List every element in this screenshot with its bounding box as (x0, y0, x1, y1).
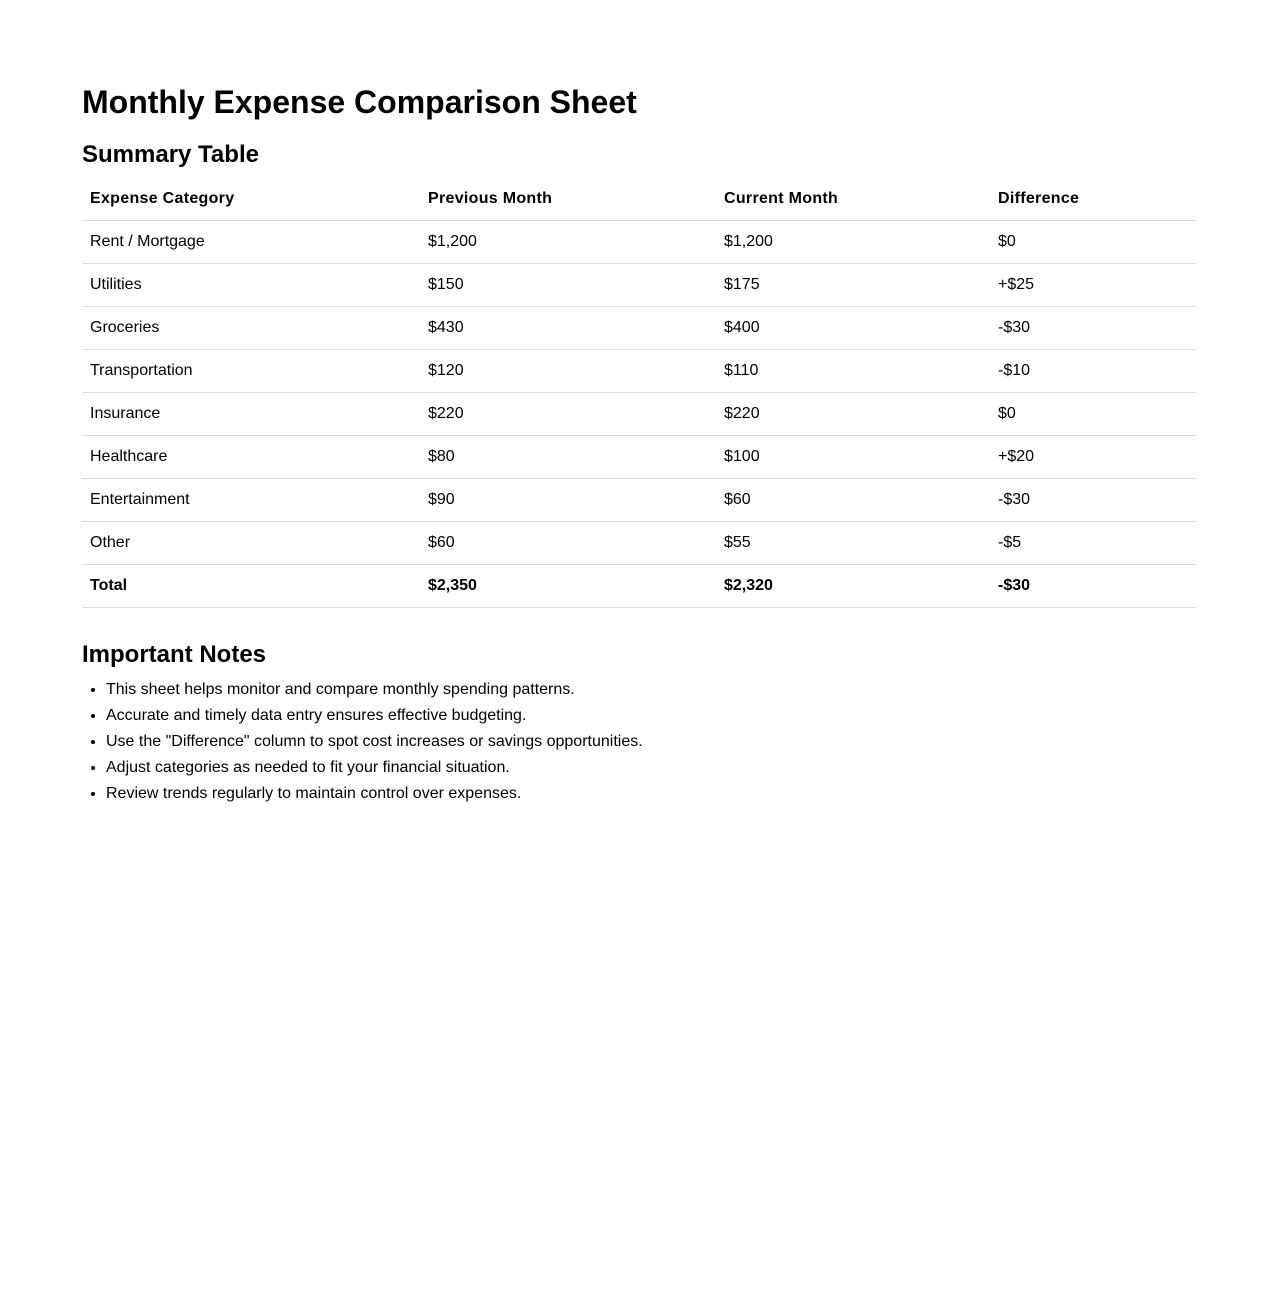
table-row (82, 393, 1196, 436)
cell-category: Other (82, 522, 420, 565)
cell-difference: -$30 (990, 307, 1196, 350)
cell-current: $400 (716, 307, 990, 350)
table-row (82, 221, 1196, 264)
cell-category: Entertainment (82, 479, 420, 522)
table-row (82, 479, 1196, 522)
list-item: • Adjust categories as needed to fit your financial situation. (106, 755, 1106, 781)
total-label: Total (82, 565, 420, 608)
total-current: $2,320 (716, 565, 990, 608)
cell-difference: $0 (990, 221, 1196, 264)
cell-previous: $60 (420, 522, 716, 565)
cell-category: Rent / Mortgage (82, 221, 420, 264)
cell-category: Transportation (82, 350, 420, 393)
page-title: Monthly Expense Comparison Sheet (82, 84, 637, 120)
cell-previous: $150 (420, 264, 716, 307)
column-header-category: Expense Category (82, 178, 420, 221)
notes-heading: Important Notes (82, 641, 267, 668)
cell-previous: $120 (420, 350, 716, 393)
list-item: • This sheet helps monitor and compare monthly spending patterns. (106, 677, 1106, 703)
cell-previous: $430 (420, 307, 716, 350)
table-row (82, 264, 1196, 307)
cell-current: $175 (716, 264, 990, 307)
cell-current: $55 (716, 522, 990, 565)
cell-current: $220 (716, 393, 990, 436)
cell-difference: +$25 (990, 264, 1196, 307)
list-item: • Use the "Difference" column to spot cost increases or savings opportunities. (106, 729, 1106, 755)
cell-previous: $220 (420, 393, 716, 436)
cell-current: $110 (716, 350, 990, 393)
table-header-row (82, 178, 1196, 221)
cell-previous: $80 (420, 436, 716, 479)
summary-table (82, 178, 1196, 608)
summary-heading: Summary Table (82, 141, 259, 168)
cell-difference: -$5 (990, 522, 1196, 565)
cell-category: Insurance (82, 393, 420, 436)
cell-category: Healthcare (82, 436, 420, 479)
cell-difference: -$10 (990, 350, 1196, 393)
table-total-row (82, 565, 1196, 608)
table-row (82, 436, 1196, 479)
list-item: • Accurate and timely data entry ensures effective budgeting. (106, 703, 1106, 729)
cell-current: $60 (716, 479, 990, 522)
total-difference: -$30 (990, 565, 1196, 608)
table-row (82, 350, 1196, 393)
column-header-current-month: Current Month (716, 178, 990, 221)
cell-difference: $0 (990, 393, 1196, 436)
table-row (82, 307, 1196, 350)
list-item: • Review trends regularly to maintain control over expenses. (106, 781, 1106, 807)
cell-current: $100 (716, 436, 990, 479)
cell-previous: $90 (420, 479, 716, 522)
cell-current: $1,200 (716, 221, 990, 264)
column-header-previous-month: Previous Month (420, 178, 716, 221)
cell-previous: $1,200 (420, 221, 716, 264)
cell-category: Groceries (82, 307, 420, 350)
notes-list (82, 677, 1106, 807)
cell-category: Utilities (82, 264, 420, 307)
table-row (82, 522, 1196, 565)
column-header-difference: Difference (990, 178, 1196, 221)
total-previous: $2,350 (420, 565, 716, 608)
cell-difference: +$20 (990, 436, 1196, 479)
cell-difference: -$30 (990, 479, 1196, 522)
